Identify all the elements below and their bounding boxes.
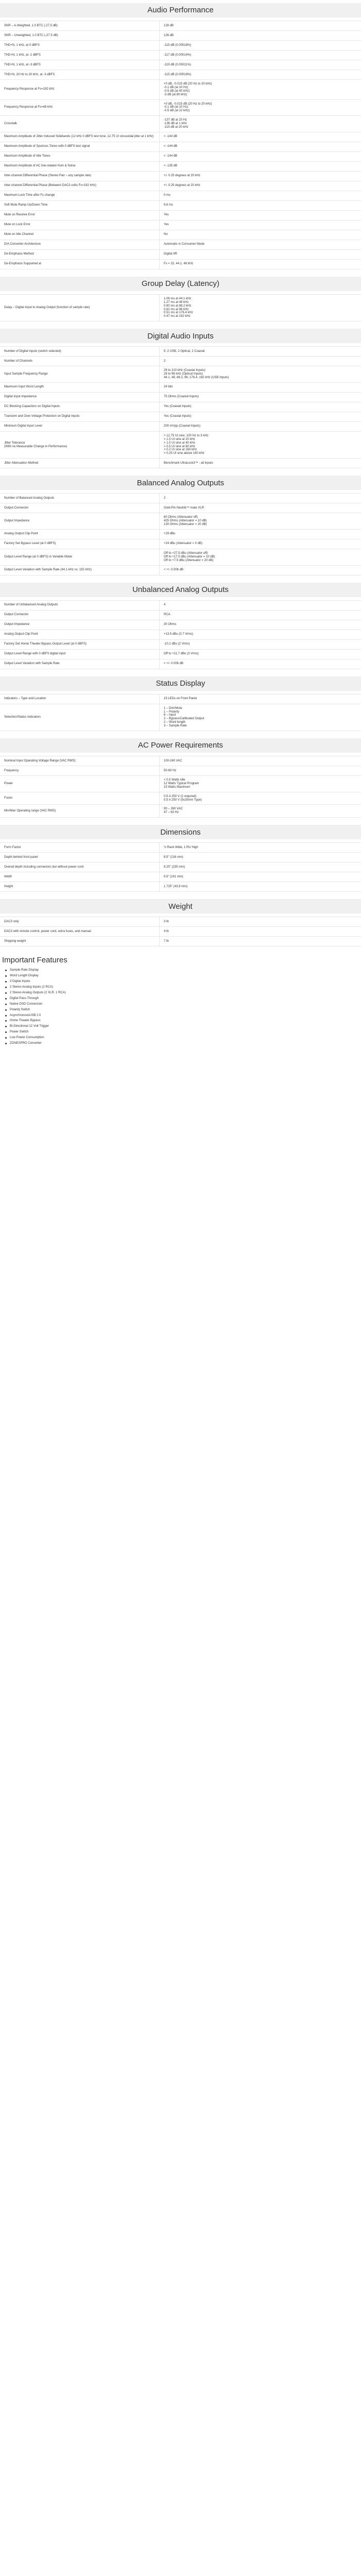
spec-value: -137 dB at 20 Hz -136 dB at 1 kHz -115 dB at 20 kHz bbox=[164, 118, 188, 129]
spec-value: Automatic in Consumer Mode bbox=[164, 243, 205, 246]
spec-value: No bbox=[164, 233, 168, 236]
spec-row bbox=[0, 600, 361, 611]
section-heading: Weight bbox=[0, 899, 361, 913]
spec-value: RCA bbox=[164, 613, 170, 617]
feature-item bbox=[5, 979, 361, 985]
feature-text: Bi-Directional 12 Volt Trigger bbox=[10, 1025, 49, 1028]
spec-row bbox=[0, 872, 361, 882]
spec-row bbox=[0, 842, 361, 853]
spec-label: Soft Mute Ramp Up/Down Time bbox=[0, 201, 160, 210]
bullet-icon bbox=[5, 987, 7, 988]
spec-row bbox=[0, 50, 361, 60]
spec-label: Output Level Variation with Sample Rate (44.1 kHz vs. 192 kHz) bbox=[0, 566, 160, 575]
feature-text: Low Power Consumption bbox=[10, 1036, 44, 1040]
spec-value: Yes (Coaxial Inputs) bbox=[164, 415, 192, 418]
section-heading: Dimensions bbox=[0, 825, 361, 839]
spec-label: DAC3 with remote control, power cord, extra fuses, and manual bbox=[0, 927, 160, 936]
spec-value: 128 dB bbox=[164, 24, 174, 27]
spec-row bbox=[0, 412, 361, 422]
spec-value: 9.6 ms bbox=[164, 204, 174, 207]
spec-table bbox=[0, 600, 361, 669]
spec-label: Number of Channels bbox=[0, 357, 160, 366]
spec-row bbox=[0, 221, 361, 230]
spec-value: < +/- 0.006 dB bbox=[164, 568, 184, 572]
spec-row bbox=[0, 250, 361, 260]
spec-value: 60 Ohms (Attenuator off) 425 Ohms (Attenuator = 10 dB) 130 Ohms (Attenuator = 20 dB) bbox=[164, 516, 207, 527]
spec-row bbox=[0, 659, 361, 669]
spec-label: DC Blocking Capacitors on Digital Inputs bbox=[0, 402, 160, 412]
spec-row bbox=[0, 704, 361, 731]
spec-label: Minimum Digital Input Level bbox=[0, 422, 160, 431]
feature-item bbox=[5, 973, 361, 979]
spec-value: Benchmark UltraLock3™ - all inputs bbox=[164, 461, 213, 465]
feature-item bbox=[5, 996, 361, 1002]
spec-label: Nominal Input Operating Voltage Range (VAC RMS) bbox=[0, 756, 160, 766]
feature-item bbox=[5, 1035, 361, 1041]
spec-value: Gold-Pin Neutrik™ male XLR bbox=[164, 506, 204, 510]
spec-value: -119 dB (0.00011%) bbox=[164, 63, 191, 66]
spec-label: Frequency Response at Fs=48 kHz bbox=[0, 100, 160, 116]
feature-text: 2 Stereo Analog Inputs (2 RCA) bbox=[10, 986, 54, 989]
spec-row bbox=[0, 402, 361, 412]
spec-row bbox=[0, 650, 361, 659]
spec-label: Digital Input Impedance bbox=[0, 393, 160, 402]
spec-label: SNR – Unweighted, 1.0 BTC (-27.5 dB) bbox=[0, 31, 160, 40]
spec-label: Maximum Amplitude of AC line-related Hum & Noise bbox=[0, 162, 160, 171]
spec-value: 4 bbox=[164, 603, 166, 607]
feature-item bbox=[5, 968, 361, 973]
spec-label: Inter-channel Differential Phase (Between DAC3 units Fs=192 kHz) bbox=[0, 181, 160, 191]
spec-row bbox=[0, 611, 361, 620]
spec-row bbox=[0, 620, 361, 630]
spec-value: < -135 dB bbox=[164, 164, 178, 168]
spec-value: 24 bits bbox=[164, 385, 173, 389]
spec-row bbox=[0, 357, 361, 366]
spec-value: +/- 0.25 degrees at 20 kHz bbox=[164, 174, 200, 178]
spec-label: Shipping weight bbox=[0, 937, 160, 946]
section-heading: Group Delay (Latency) bbox=[0, 277, 361, 291]
spec-label: Output Level Range (at 0 dBFS) in Variable Mode bbox=[0, 549, 160, 565]
bullet-icon bbox=[5, 1043, 7, 1044]
spec-label: Output Level Range with 0 dBFS digital input bbox=[0, 650, 160, 659]
spec-label: Indicators – Type and Location bbox=[0, 694, 160, 704]
spec-row bbox=[0, 792, 361, 805]
spec-value: ½ Rack Wide, 1 RU High bbox=[164, 845, 198, 849]
spec-label: Form Factor bbox=[0, 843, 160, 852]
spec-value: Off to +11.7 dBu (3 Vrms) bbox=[164, 652, 199, 656]
spec-label: Min/Max Operating range (VAC RMS) bbox=[0, 805, 160, 817]
spec-label: Jitter Tolerance (With no Measurable Change in Performance) bbox=[0, 432, 160, 458]
spec-row bbox=[0, 566, 361, 575]
spec-row bbox=[0, 766, 361, 776]
spec-value: +0 dB, -0.015 dB (20 Hz to 20 kHz) -0.1 dB (at 10 Hz) -0.5 dB (at 22 kHz) bbox=[164, 102, 212, 113]
spec-value: < -144 dB bbox=[164, 155, 178, 158]
spec-row bbox=[0, 31, 361, 41]
spec-row bbox=[0, 41, 361, 50]
spec-row bbox=[0, 422, 361, 432]
feature-text: Word Length Display bbox=[10, 974, 39, 978]
spec-row bbox=[0, 346, 361, 357]
spec-row bbox=[0, 181, 361, 191]
bullet-icon bbox=[5, 975, 7, 977]
spec-value: < -144 dB bbox=[164, 135, 178, 139]
spec-table bbox=[0, 694, 361, 731]
spec-value: 126 dB bbox=[164, 33, 174, 37]
section-heading: Unbalanced Analog Outputs bbox=[0, 583, 361, 597]
spec-row bbox=[0, 366, 361, 383]
spec-value: 50-60 Hz bbox=[164, 769, 177, 772]
bullet-icon bbox=[5, 992, 7, 994]
spec-table bbox=[0, 842, 361, 892]
spec-value: 9.5" (241 mm) bbox=[164, 875, 183, 878]
feature-item bbox=[5, 1002, 361, 1007]
spec-value: < -144 dB bbox=[164, 145, 178, 148]
spec-label: Input Sample Frequency Range bbox=[0, 366, 160, 382]
spec-row bbox=[0, 937, 361, 946]
spec-row bbox=[0, 294, 361, 321]
spec-label: Output Connector bbox=[0, 503, 160, 513]
spec-row bbox=[0, 640, 361, 650]
bullet-icon bbox=[5, 970, 7, 971]
spec-label: SNR – A-Weighted, 1.0 BTC (-27.5 dB) bbox=[0, 21, 160, 30]
spec-value: Yes (Coaxial Inputs) bbox=[164, 405, 192, 409]
spec-label: De-Emphasis Supported at bbox=[0, 260, 160, 269]
spec-label: Analog Output Clip Point bbox=[0, 530, 160, 539]
spec-row bbox=[0, 80, 361, 100]
spec-row bbox=[0, 630, 361, 640]
spec-value: 28 to 210 kHz (Coaxial Inputs) 28 to 96 kHz (Optical Inputs) 44.1, 48, 88.2, 96, 176.4, 192 kHz (USB Inputs) bbox=[164, 369, 229, 380]
spec-label: Output Level Variation with Sample Rate bbox=[0, 659, 160, 669]
spec-label: Jitter Attenuation Method bbox=[0, 459, 160, 468]
spec-value: +24 dBu (Attenuator = 0 dB) bbox=[164, 542, 203, 546]
spec-label: Frequency bbox=[0, 766, 160, 775]
spec-value: 7 lb bbox=[164, 939, 169, 943]
spec-row bbox=[0, 917, 361, 927]
feature-text: Home Theater Bypass bbox=[10, 1019, 41, 1023]
feature-item bbox=[5, 1024, 361, 1029]
spec-row bbox=[0, 694, 361, 704]
spec-label: Mute on Receive Error bbox=[0, 211, 160, 220]
section-heading: Balanced Analog Outputs bbox=[0, 476, 361, 490]
spec-value: 90 – 260 VAC 47 – 63 Hz bbox=[164, 807, 183, 815]
spec-table bbox=[0, 756, 361, 818]
spec-label: Depth behind front panel bbox=[0, 853, 160, 862]
spec-value: -117 dB (0.00014%) bbox=[164, 53, 192, 57]
feature-text: AsynchronousUSB 2.0 bbox=[10, 1013, 41, 1017]
spec-row bbox=[0, 862, 361, 872]
feature-text: Sample Rate Display bbox=[10, 969, 39, 972]
bullet-icon bbox=[5, 1004, 7, 1005]
spec-label: THD+N, 20 Hz to 20 kHz, at -3 dBFS bbox=[0, 70, 160, 79]
spec-label: Delay – Digital Input to Analog Output (function of sample rate) bbox=[0, 295, 160, 321]
spec-value: Yes bbox=[164, 213, 169, 217]
feature-text: Digital Pass-Through bbox=[10, 996, 39, 1000]
section-heading: Audio Performance bbox=[0, 3, 361, 18]
spec-row bbox=[0, 513, 361, 530]
spec-label: Output Impedance bbox=[0, 620, 160, 630]
spec-table bbox=[0, 917, 361, 946]
bullet-icon bbox=[5, 1015, 7, 1016]
spec-value: 9.25" (235 mm) bbox=[164, 865, 185, 869]
spec-label: Number of Digital Inputs (switch selected) bbox=[0, 347, 160, 356]
spec-value: 0.5 A 250 V (2 required) 0.5 A 250 V (5x20mm Type) bbox=[164, 794, 202, 802]
spec-label: Overall depth including connectors but without power cord bbox=[0, 862, 160, 872]
feature-item bbox=[5, 985, 361, 990]
spec-label: THD+N, 1 kHz, at -1 dBFS bbox=[0, 50, 160, 60]
spec-value: Off to +27.5 dBu (Attenuator off) Off to +17.5 dBu (Attenuator = 10 dB) Off to +7.5 dBu (Attenuator = 20 dB) bbox=[164, 551, 215, 562]
spec-row bbox=[0, 549, 361, 566]
spec-value: 1.725" (43.8 mm) bbox=[164, 885, 188, 888]
feature-item bbox=[5, 1041, 361, 1046]
spec-row bbox=[0, 539, 361, 549]
spec-value: < 0.5 Watts Idle 12 Watts Typical Program 15 Watts Maximum bbox=[164, 778, 199, 789]
spec-label: Factory Set Home Theater Bypass Output Level (at 0 dBFS) bbox=[0, 640, 160, 649]
spec-row bbox=[0, 100, 361, 116]
spec-row bbox=[0, 116, 361, 132]
spec-value: +0 dB, -0.015 dB (20 Hz to 20 kHz) -0.1 dB (at 10 Hz) -0.5 dB (at 40 kHz) -3 dB (at 80 kHz) bbox=[164, 82, 212, 96]
spec-row bbox=[0, 805, 361, 818]
spec-value: -115 dB (0.00018%) bbox=[164, 43, 192, 47]
feature-item bbox=[5, 990, 361, 996]
spec-row bbox=[0, 172, 361, 181]
spec-row bbox=[0, 756, 361, 766]
feature-text: 3 Digital Inputs bbox=[10, 980, 30, 984]
spec-row bbox=[0, 201, 361, 211]
section-heading: Digital Audio Inputs bbox=[0, 329, 361, 343]
spec-row bbox=[0, 530, 361, 539]
bullet-icon bbox=[5, 1009, 7, 1011]
section-heading: Status Display bbox=[0, 676, 361, 691]
spec-value: 2 bbox=[164, 359, 166, 363]
spec-label: Selection/Status Indicators bbox=[0, 704, 160, 731]
spec-table bbox=[0, 493, 361, 575]
spec-value: 0 ms bbox=[164, 194, 171, 197]
bullet-icon bbox=[5, 1037, 7, 1039]
spec-value: 200 mVpp (Coaxial Inputs) bbox=[164, 425, 201, 428]
spec-label: Factory Set Bypass Level (at 0 dBFS) bbox=[0, 539, 160, 549]
section-heading: AC Power Requirements bbox=[0, 738, 361, 753]
spec-value: +13.5 dBu (3.7 Vrms) bbox=[164, 633, 193, 636]
spec-row bbox=[0, 459, 361, 468]
spec-row bbox=[0, 142, 361, 152]
spec-label: Width bbox=[0, 872, 160, 882]
spec-row bbox=[0, 70, 361, 80]
spec-label: Crosstalk bbox=[0, 116, 160, 132]
spec-row bbox=[0, 260, 361, 269]
spec-label: Number of Balanced Analog Outputs bbox=[0, 494, 160, 503]
spec-value: 8.5" (216 mm) bbox=[164, 855, 183, 859]
feature-item bbox=[5, 1018, 361, 1024]
feature-text: Polarity Switch bbox=[10, 1008, 30, 1011]
spec-page bbox=[0, 3, 361, 1057]
spec-value: +29 dBu bbox=[164, 532, 176, 536]
spec-value: 75 Ohms (Coaxial Inputs) bbox=[164, 395, 199, 399]
spec-label: Power bbox=[0, 776, 160, 792]
spec-row bbox=[0, 503, 361, 513]
spec-value: 4 lb bbox=[164, 929, 169, 933]
spec-label: DAC3 only bbox=[0, 917, 160, 926]
spec-label: Maximum Amplitude of Idle Tones bbox=[0, 152, 160, 161]
spec-label: Inter-channel Differential Phase (Stereo Pair – any sample rate) bbox=[0, 172, 160, 181]
spec-label: Number of Unbalanced Analog Outputs bbox=[0, 601, 160, 610]
bullet-icon bbox=[5, 1031, 7, 1033]
feature-text: 2 Stereo Analog Outputs (2 XLR, 1 RCA) bbox=[10, 991, 66, 994]
spec-label: Maximum Amplitude of Spurious Tones with 0 dBFS test signal bbox=[0, 142, 160, 151]
spec-row bbox=[0, 493, 361, 503]
spec-value: 1 – Dim/Mute 1 – Polarity 6 – Input 2 – Bypass/Calibrated Output 2 – Word length 3 – Sample Rate bbox=[164, 706, 204, 728]
spec-label: THD+N, 1 kHz, at -3 dBFS bbox=[0, 60, 160, 70]
features-title: Important Features bbox=[2, 956, 67, 965]
spec-value: > 12.75 UI sine, 100 Hz to 3 kHz > 1.5 UI sine at 20 kHz > 1.0 UI sine at 40 kHz > 0.5 UI sine at 80 kHz > 0.2 UI sine at 160 kHz > 0.25 UI sine above 160 kHz bbox=[164, 434, 209, 455]
spec-label: Mute on Lock Error bbox=[0, 221, 160, 230]
spec-row bbox=[0, 383, 361, 393]
spec-label: Mute on Idle Channel bbox=[0, 230, 160, 240]
spec-row bbox=[0, 882, 361, 892]
spec-row bbox=[0, 211, 361, 221]
bullet-icon bbox=[5, 1026, 7, 1027]
spec-value: Fs = 32, 44.1, 48 kHz bbox=[164, 262, 194, 266]
spec-value: 2 bbox=[164, 496, 166, 500]
spec-table bbox=[0, 346, 361, 468]
bullet-icon bbox=[5, 1020, 7, 1022]
spec-row bbox=[0, 393, 361, 402]
spec-label: Height bbox=[0, 882, 160, 891]
spec-value: 100-240 VAC bbox=[164, 759, 182, 762]
spec-row bbox=[0, 132, 361, 142]
spec-label: D/A Converter Architecture bbox=[0, 240, 160, 249]
spec-row bbox=[0, 60, 361, 70]
spec-value: 30 Ohms bbox=[164, 623, 177, 626]
spec-value: +/- 0.25 degrees at 20 kHz bbox=[164, 184, 200, 188]
spec-value: -10.2 dBu (2 Vrms) bbox=[164, 642, 190, 646]
feature-text: ZONEXPRO Converter bbox=[10, 1042, 42, 1045]
bullet-icon bbox=[5, 981, 7, 982]
spec-label: Output Connector bbox=[0, 611, 160, 620]
bullet-icon bbox=[5, 998, 7, 999]
spec-row bbox=[0, 21, 361, 31]
spec-value: Yes bbox=[164, 223, 169, 227]
spec-label: De-Emphasis Method bbox=[0, 250, 160, 259]
spec-value: -115 dB (0.00018%) bbox=[164, 73, 192, 76]
spec-value: < +/- 0.006 dB bbox=[164, 662, 184, 666]
spec-label: Analog Output Clip Point bbox=[0, 630, 160, 639]
spec-row bbox=[0, 162, 361, 172]
spec-row bbox=[0, 152, 361, 162]
spec-label: Maximum Input Word Length bbox=[0, 383, 160, 392]
spec-value: 1.06 ms at 44.1 kHz 1.27 ms at 48 kHz 0.80 ms at 88.2 kHz 0.62 ms at 96 kHz 0.51 ms at 176.4 kHz 0.47 ms at 192 kHz bbox=[164, 297, 193, 318]
feature-item bbox=[5, 1013, 361, 1019]
spec-value: 15 LEDs on Front Panel bbox=[164, 697, 197, 701]
spec-label: Maximum Lock Time after Fs change bbox=[0, 191, 160, 200]
spec-label: Maximum Amplitude of Jitter Induced Sidebands (12 kHz 0 dBFS test tone, 12.75 UI sinusoidal jitter at 1 kHz) bbox=[0, 132, 160, 142]
spec-value: Digital IIR bbox=[164, 252, 178, 256]
spec-table bbox=[0, 294, 361, 321]
spec-row bbox=[0, 240, 361, 250]
spec-label: Frequency Response at Fs=192 kHz bbox=[0, 80, 160, 99]
spec-row bbox=[0, 432, 361, 459]
spec-row bbox=[0, 927, 361, 937]
feature-text: Native DSD Conversion bbox=[10, 1002, 43, 1006]
features-list bbox=[0, 968, 361, 1056]
spec-label: Fuses bbox=[0, 792, 160, 805]
feature-item bbox=[5, 1029, 361, 1035]
spec-row bbox=[0, 853, 361, 862]
spec-label: Transient and Over-Voltage Protection on Digital Inputs bbox=[0, 412, 160, 421]
spec-value: 3 lb bbox=[164, 920, 169, 923]
feature-item bbox=[5, 1007, 361, 1013]
spec-label: Output Impedance bbox=[0, 513, 160, 529]
spec-row bbox=[0, 230, 361, 240]
spec-label: THD+N, 1 kHz, at 0 dBFS bbox=[0, 41, 160, 50]
spec-value: 5: 2 USB, 2 Optical, 2 Coaxial bbox=[164, 349, 205, 353]
spec-table bbox=[0, 21, 361, 269]
spec-row bbox=[0, 191, 361, 201]
spec-row bbox=[0, 776, 361, 792]
feature-text: Power Switch bbox=[10, 1030, 29, 1034]
